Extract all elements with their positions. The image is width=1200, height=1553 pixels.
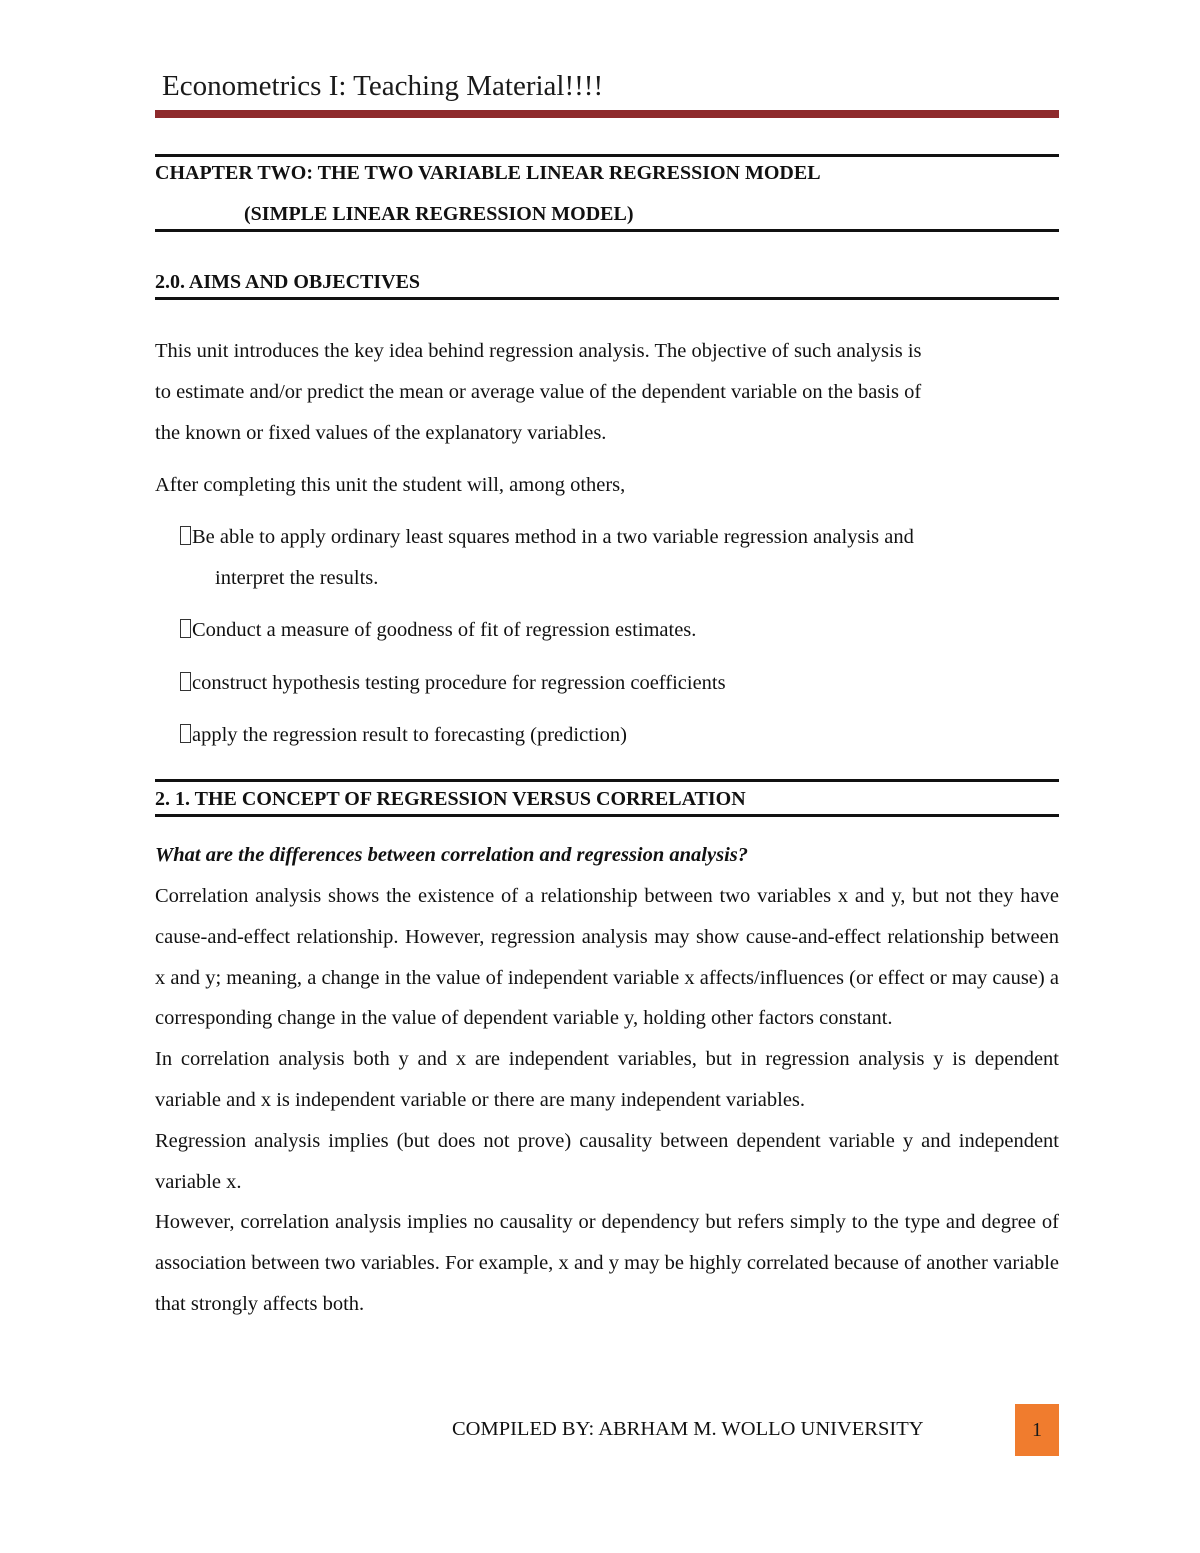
objective-item-1 [180, 526, 914, 549]
section-aims-heading: 2.0. AIMS AND OBJECTIVES [155, 271, 421, 293]
footer-compiled-by: COMPILED BY: ABRHAM M. WOLLO UNIVERSITY [452, 1418, 924, 1440]
aims-intro-line-3: the known or fixed values of the explanatory variables. [155, 422, 607, 444]
objective-item-4 [180, 724, 627, 747]
section-concept-question: What are the differences between correlation and regression analysis? [155, 844, 748, 866]
missing-glyph-bullet-icon [180, 672, 191, 691]
section-concept-body [155, 876, 1059, 1325]
missing-glyph-bullet-icon [180, 724, 191, 743]
objective-item-2-text: Conduct a measure of goodness of fit of regression estimates. [192, 619, 697, 641]
missing-glyph-bullet-icon [180, 526, 191, 545]
objective-item-1-continuation: interpret the results. [215, 567, 379, 589]
section-concept-top-rule [155, 779, 1059, 782]
objective-item-3-text: construct hypothesis testing procedure for regression coefficients [192, 672, 726, 694]
section-concept-heading: 2. 1. THE CONCEPT OF REGRESSION VERSUS CORRELATION [155, 788, 746, 810]
chapter-top-rule [155, 154, 1059, 157]
concept-paragraph-1: Correlation analysis shows the existence of a relationship between two variables x and y, but not they have cause-and-effect relationship. However, regression analysis may show cause-and-effect relationship between x and y; meaning, a change in the value of independent variable x affects/influences (or effect or may cause) a corresponding change in the value of dependent variable y, holding other factors constant. [155, 885, 1059, 1030]
aims-lead-text: After completing this unit the student will, among others, [155, 474, 626, 496]
concept-paragraph-2: In correlation analysis both y and x are independent variables, but in regression analysis y is dependent variable and x is independent variable or there are many independent variables. [155, 1048, 1059, 1111]
concept-paragraph-3: Regression analysis implies (but does not prove) causality between dependent variable y and independent variable x. [155, 1129, 1059, 1193]
objective-item-4-text: apply the regression result to forecasting (prediction) [192, 724, 627, 746]
section-aims-rule [155, 297, 1059, 300]
section-concept-bottom-rule [155, 814, 1059, 817]
objective-item-3 [180, 672, 726, 695]
concept-paragraph-4: However, correlation analysis implies no causality or dependency but refers simply to the type and degree of association between two variables. For example, x and y may be highly correlated because of another variable that strongly affects both. [155, 1211, 1059, 1315]
aims-intro-line-1: This unit introduces the key idea behind regression analysis. The objective of such analysis is [155, 340, 922, 362]
objective-item-1-text: Be able to apply ordinary least squares method in a two variable regression analysis and [192, 526, 914, 548]
missing-glyph-bullet-icon [180, 619, 191, 638]
aims-intro-line-2: to estimate and/or predict the mean or average value of the dependent variable on the basis of [155, 381, 922, 403]
chapter-title-line2: (SIMPLE LINEAR REGRESSION MODEL) [244, 203, 634, 225]
objective-item-2 [180, 619, 696, 642]
header-rule [155, 110, 1059, 118]
page-number-badge: 1 [1015, 1404, 1059, 1456]
document-header-title: Econometrics I: Teaching Material!!!! [162, 70, 604, 102]
chapter-title-line1: CHAPTER TWO: THE TWO VARIABLE LINEAR REGRESSION MODEL [155, 162, 821, 184]
chapter-bottom-rule [155, 229, 1059, 232]
